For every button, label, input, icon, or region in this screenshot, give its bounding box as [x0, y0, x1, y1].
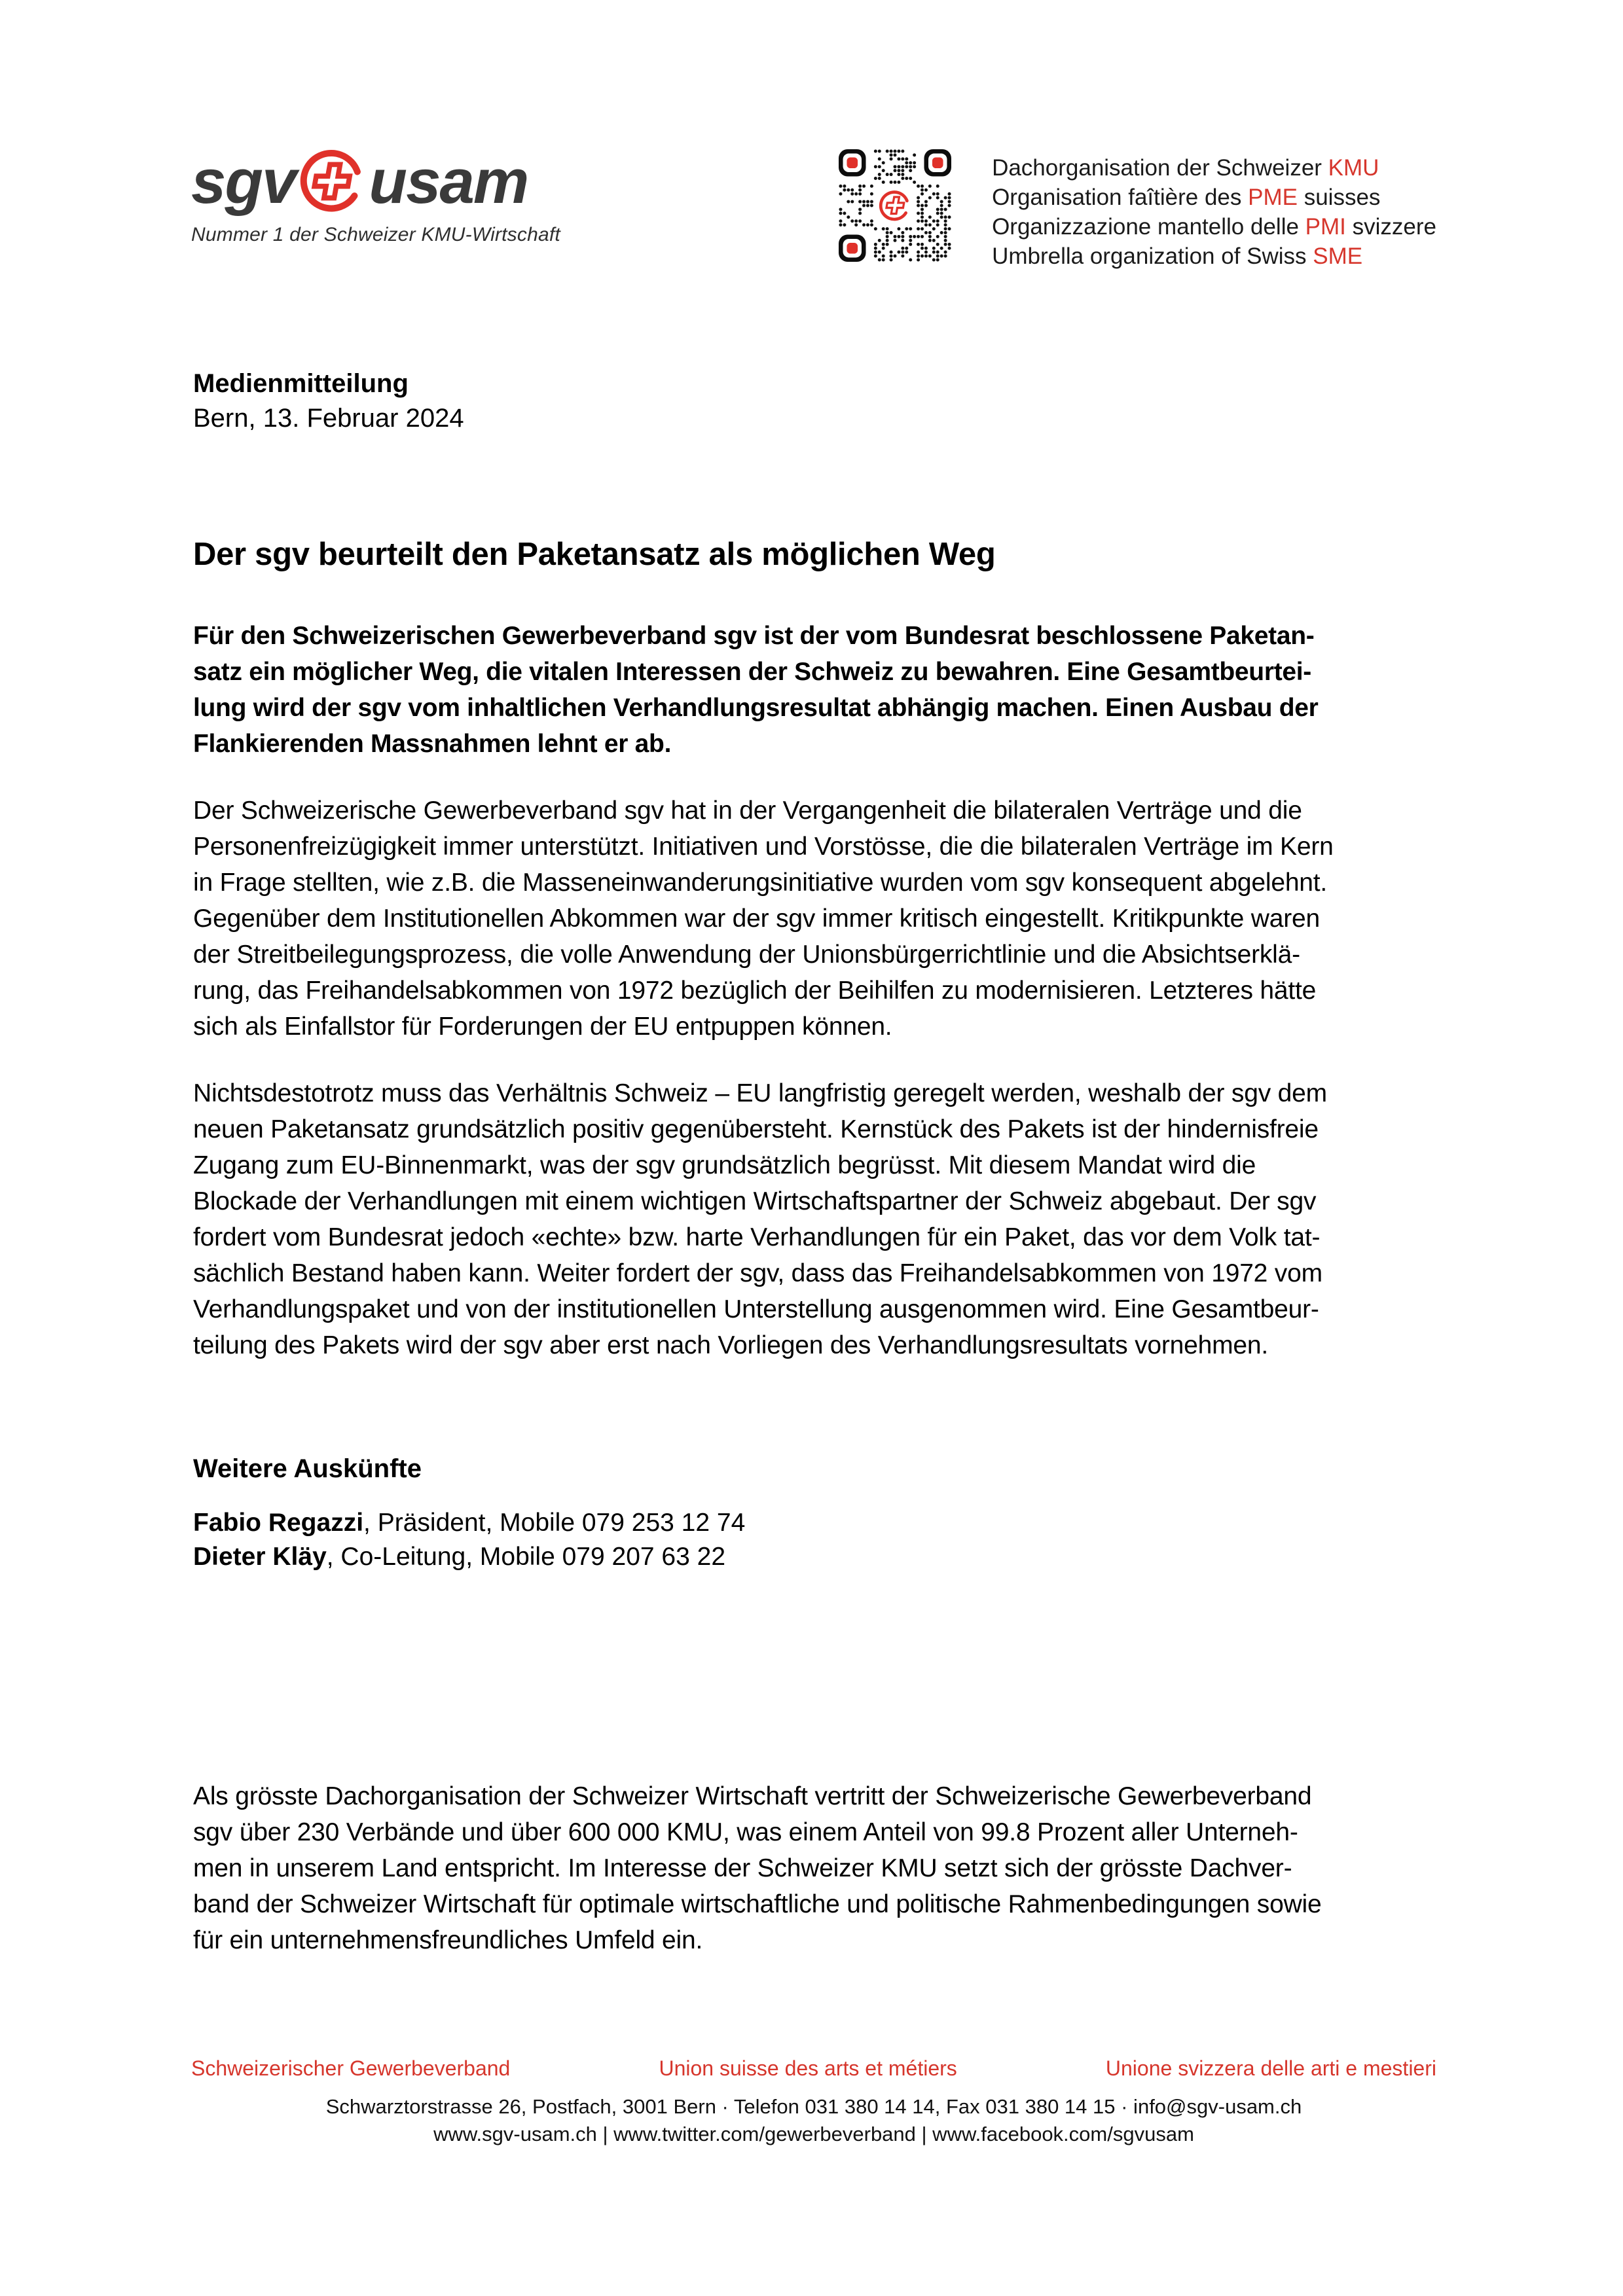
accent-pmi: PMI	[1305, 214, 1346, 240]
accent-pme: PME	[1248, 185, 1298, 210]
header-right	[839, 149, 1436, 271]
organization-descriptions	[992, 149, 1436, 271]
contact-details: , Präsident, Mobile 079 253 12 74	[363, 1509, 746, 1537]
footer-org-fr: Union suisse des arts et métiers	[659, 2056, 957, 2080]
accent-kmu: KMU	[1328, 155, 1379, 181]
contact-name: Fabio Regazzi	[193, 1509, 364, 1537]
contact-row	[193, 1506, 1437, 1540]
document-body	[193, 367, 1437, 1958]
qr-code-icon	[839, 149, 951, 262]
body-paragraph-2: Nichtsdestotrotz muss das Verhältnis Schweiz – EU langfristig geregelt werden, weshalb der sgv dem neuen Paketansatz grundsätzlich positiv gegenübersteht. Kernstück des Pakets ist der hindernisfreie Zugang zum EU-Binnenmarkt, was der sgv grundsätzlich begrüsst. Mit diesem Mandat wird die Blockade der Verhandlungen mit einem wichtigen Wirtschaftspartner der Schweiz abgebaut. Der sgv fordert vom Bundesrat jedoch «echte» bzw. harte Verhandlungen für ein Paket, das vor dem Volk tat- sächlich Bestand haben kann. Weiter fordert der sgv, dass das Freihandelsabkommen von 1972 vom Verhandlungspaket und von der institutionellen Unterstellung ausgenommen wird. Eine Gesamtbeur- teilung des Pakets wird der sgv aber erst nach Vorliegen des Verhandlungsresultats vornehmen.	[193, 1079, 1327, 1359]
body-paragraph-1: Der Schweizerische Gewerbeverband sgv hat in der Vergangenheit die bilateralen Verträge und die Personenfreizügigkeit immer unterstützt. Initiativen und Vorstösse, die die bilateralen Verträge im Kern in Frage stellten, wie z.B. die Masseneinwanderungsinitiative wurden vom sgv konsequent abgelehnt. Gegenüber dem Institutionellen Abkommen war der sgv immer kritisch eingestellt. Kritikpunkte waren der Streitbeilegungsprozess, die volle Anwendung der Unionsbürgerrichtlinie und die Absichtserklä- rung, das Freihandelsabkommen von 1972 bezüglich der Beihilfen zu modernisieren. Letzteres hätte sich als Einfallstor für Forderungen der EU entpuppen können.	[193, 797, 1334, 1041]
footer-org-de: Schweizerischer Gewerbeverband	[191, 2056, 511, 2080]
logo-tagline: Nummer 1 der Schweizer KMU-Wirtschaft	[191, 224, 560, 245]
footer-links: www.sgv-usam.ch | www.twitter.com/gewerbeverband | www.facebook.com/sgvusam	[433, 2123, 1194, 2145]
article-title: Der sgv beurteilt den Paketansatz als möglichen Weg	[193, 537, 996, 572]
footer-address: Schwarztorstrasse 26, Postfach, 3001 Bern · Telefon 031 380 14 14, Fax 031 380 14 15 · info@sgv-usam.ch	[325, 2095, 1302, 2118]
doc-type-heading: Medienmitteilung	[193, 369, 409, 398]
contact-row	[193, 1540, 1437, 1574]
contact-name: Dieter Kläy	[193, 1543, 327, 1571]
logo-wordmark	[191, 149, 560, 215]
org-line-en: Umbrella organization of Swiss SME	[992, 243, 1363, 269]
org-line-it: Organizzazione mantello delle PMI svizzere	[992, 214, 1436, 240]
sgv-usam-logo	[191, 149, 560, 246]
footer-organization-names	[191, 2055, 1436, 2081]
logo-text-sgv: sgv	[191, 147, 296, 217]
contact-details: , Co-Leitung, Mobile 079 207 63 22	[326, 1543, 726, 1571]
header	[191, 149, 1436, 271]
logo-text-usam: usam	[369, 147, 528, 217]
lead-paragraph: Für den Schweizerischen Gewerbeverband sgv ist der vom Bundesrat beschlossene Paketan- satz ein möglicher Weg, die vitalen Interessen der Schweiz zu bewahren. Eine Gesamtbeurtei- lung wird der sgv vom inhaltlichen Verhandlungsresultat abhängig machen. Einen Ausbau der Flankierenden Massnahmen lehnt er ab.	[193, 622, 1319, 758]
dateline: Bern, 13. Februar 2024	[193, 404, 464, 433]
swiss-cross-at-icon	[299, 149, 365, 215]
contacts-list	[193, 1506, 1437, 1574]
accent-sme: SME	[1313, 243, 1363, 269]
org-line-de: Dachorganisation der Schweizer KMU	[992, 155, 1379, 181]
contacts-heading: Weitere Auskünfte	[193, 1454, 422, 1483]
organization-boilerplate: Als grösste Dachorganisation der Schweizer Wirtschaft vertritt der Schweizerische Gewerbeverband sgv über 230 Verbände und über 600 000 KMU, was einem Anteil von 99.8 Prozent aller Unterneh- men in unserem Land entspricht. Im Interesse der Schweizer KMU setzt sich der grösste Dachver- band der Schweizer Wirtschaft für optimale wirtschaftliche und politische Rahmenbedingungen sowie für ein unternehmensfreundliches Umfeld ein.	[193, 1782, 1322, 1954]
footer	[191, 2055, 1436, 2148]
org-line-fr: Organisation faîtière des PME suisses	[992, 185, 1381, 210]
footer-org-it: Unione svizzera delle arti e mestieri	[1105, 2056, 1436, 2080]
